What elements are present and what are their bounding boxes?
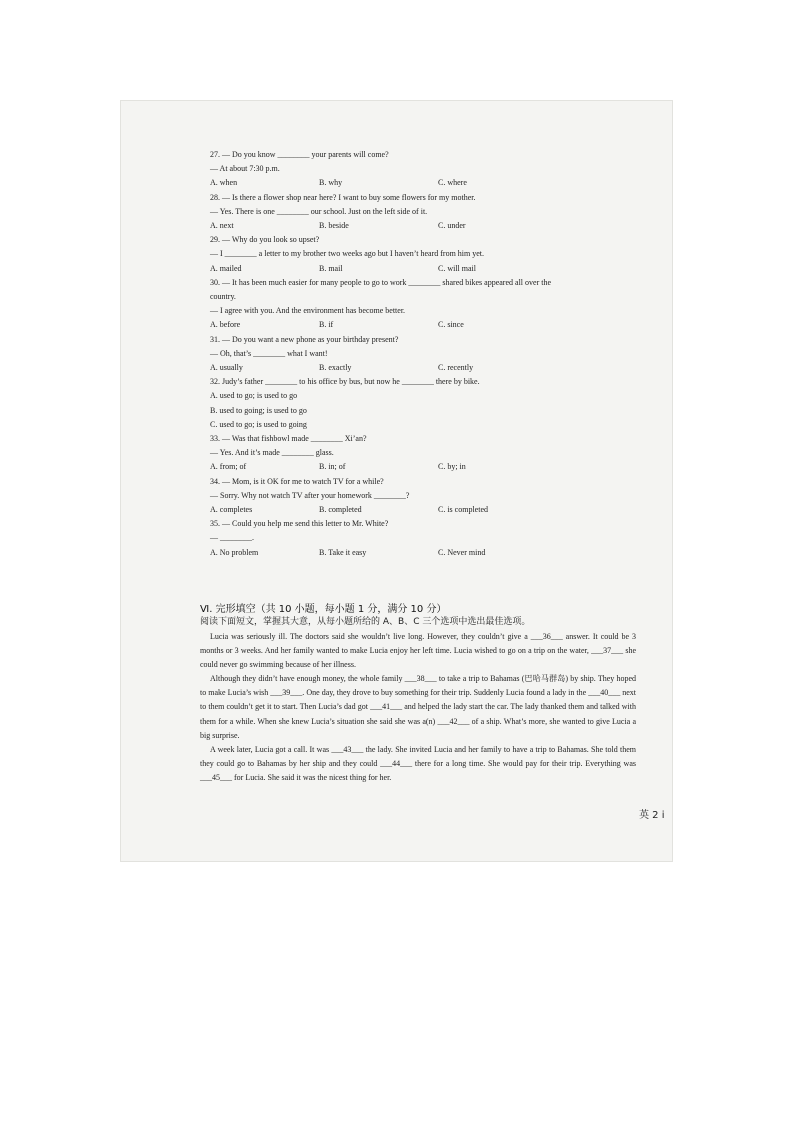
questions-block	[210, 148, 636, 560]
question-reply: — I agree with you. And the environment has become better.	[210, 306, 406, 316]
option: A. when	[210, 178, 238, 188]
question-reply: — Yes. And it’s made ________ glass.	[210, 448, 334, 458]
option: C. by; in	[438, 462, 466, 472]
option: B. exactly	[319, 363, 352, 373]
question-reply: — I ________ a letter to my brother two weeks ago but I haven’t heard from him yet.	[210, 249, 485, 259]
option: A. next	[210, 221, 234, 231]
page-number: 英 2 i	[639, 810, 665, 821]
passage-paragraph: Lucia was seriously ill. The doctors said she wouldn’t live long. However, they couldn’t give a ___36___ answer. It could be 3 months or 3 weeks. And her family wanted to make Lucia enjoy her left time. Lucia wished to go on a trip on the water, ___37___ she could never go swimming because of her illness.	[200, 632, 636, 670]
option: B. if	[319, 320, 334, 330]
question-stem: 31. — Do you want a new phone as your birthday present?	[210, 334, 399, 344]
question-stem: 33. — Was that fishbowl made ________ Xi’an?	[210, 434, 367, 444]
option: C. will mail	[438, 263, 476, 273]
question-stem: 29. — Why do you look so upset?	[210, 235, 320, 245]
passage-paragraph: Although they didn’t have enough money, the whole family ___38___ to take a trip to Bahamas (巴哈马群岛) by ship. They hoped to make Lucia’s wish ___39___. One day, they drove to buy something for their trip. Suddenly Lucia found a lady in the ___40___ next to them couldn’t get it to start. Then Lucia’s dad got ___41___ and helped the lady start the car. The lady thanked them and talked with them for a while. When she knew Lucia’s situation she said she was a(n) ___42___ of a ship. What’s more, she wanted to give Lucia a big surprise.	[200, 674, 636, 740]
option: B. in; of	[319, 462, 346, 472]
option: B. beside	[319, 221, 349, 231]
question-reply: — Sorry. Why not watch TV after your homework ________?	[210, 490, 410, 500]
question-reply: — Oh, that’s ________ what I want!	[210, 348, 328, 358]
option: B. used to going; is used to go	[210, 405, 307, 415]
option: C. is completed	[438, 505, 488, 515]
option: C. recently	[438, 363, 474, 373]
option: B. Take it easy	[319, 547, 367, 557]
option: A. from; of	[210, 462, 247, 472]
cloze-passage	[200, 630, 636, 785]
question-reply: — ________.	[210, 533, 254, 543]
question-stem: 32. Judy’s father ________ to his office by bus, but now he ________ there by bike.	[210, 377, 480, 387]
option: A. used to go; is used to go	[210, 391, 298, 401]
option: C. where	[438, 178, 467, 188]
option: A. completes	[210, 505, 253, 515]
question-stem: 34. — Mom, is it OK for me to watch TV for a while?	[210, 476, 384, 486]
option: C. under	[438, 221, 466, 231]
question-stem-cont: country.	[210, 292, 236, 302]
question-reply: — At about 7:30 p.m.	[210, 164, 280, 174]
question-stem: 28. — Is there a flower shop near here? I want to buy some flowers for my mother.	[210, 192, 476, 202]
question-stem: 30. — It has been much easier for many people to go to work ________ shared bikes appeared all over the	[210, 277, 552, 287]
option: B. mail	[319, 263, 343, 273]
option: A. No problem	[210, 547, 259, 557]
option: B. why	[319, 178, 343, 188]
passage-paragraph: A week later, Lucia got a call. It was ___43___ the lady. She invited Lucia and her family to have a trip to Bahamas. She told them they could go to Bahamas by her ship and they could ___44___ there for a long time. She would pay for their trip. Everything was ___45___ for Lucia. She said it was the nicest thing for her.	[200, 744, 636, 782]
options-row	[210, 460, 636, 474]
question-reply: — Yes. There is one ________ our school. Just on the left side of it.	[210, 206, 428, 216]
section-title: Ⅵ. 完形填空（共 10 小题，每小题 1 分，满分 10 分）	[200, 604, 447, 615]
question-stem: 27. — Do you know ________ your parents will come?	[210, 150, 389, 159]
option: A. usually	[210, 363, 243, 373]
options-row	[210, 262, 636, 276]
question-stem: 35. — Could you help me send this letter to Mr. White?	[210, 519, 389, 529]
options-row	[210, 318, 636, 332]
options-row	[210, 503, 636, 517]
options-row	[210, 219, 636, 233]
options-row	[210, 176, 636, 190]
section-instruction: 阅读下面短文，掌握其大意，从每小题所给的 A、B、C 三个选项中选出最佳选项。	[200, 617, 531, 627]
option: A. mailed	[210, 263, 242, 273]
option: C. since	[438, 320, 464, 330]
options-row	[210, 546, 636, 560]
option: A. before	[210, 320, 241, 330]
option: B. completed	[319, 505, 362, 515]
options-row	[210, 361, 636, 375]
option: C. used to go; is used to going	[210, 419, 307, 429]
option: C. Never mind	[438, 547, 486, 557]
